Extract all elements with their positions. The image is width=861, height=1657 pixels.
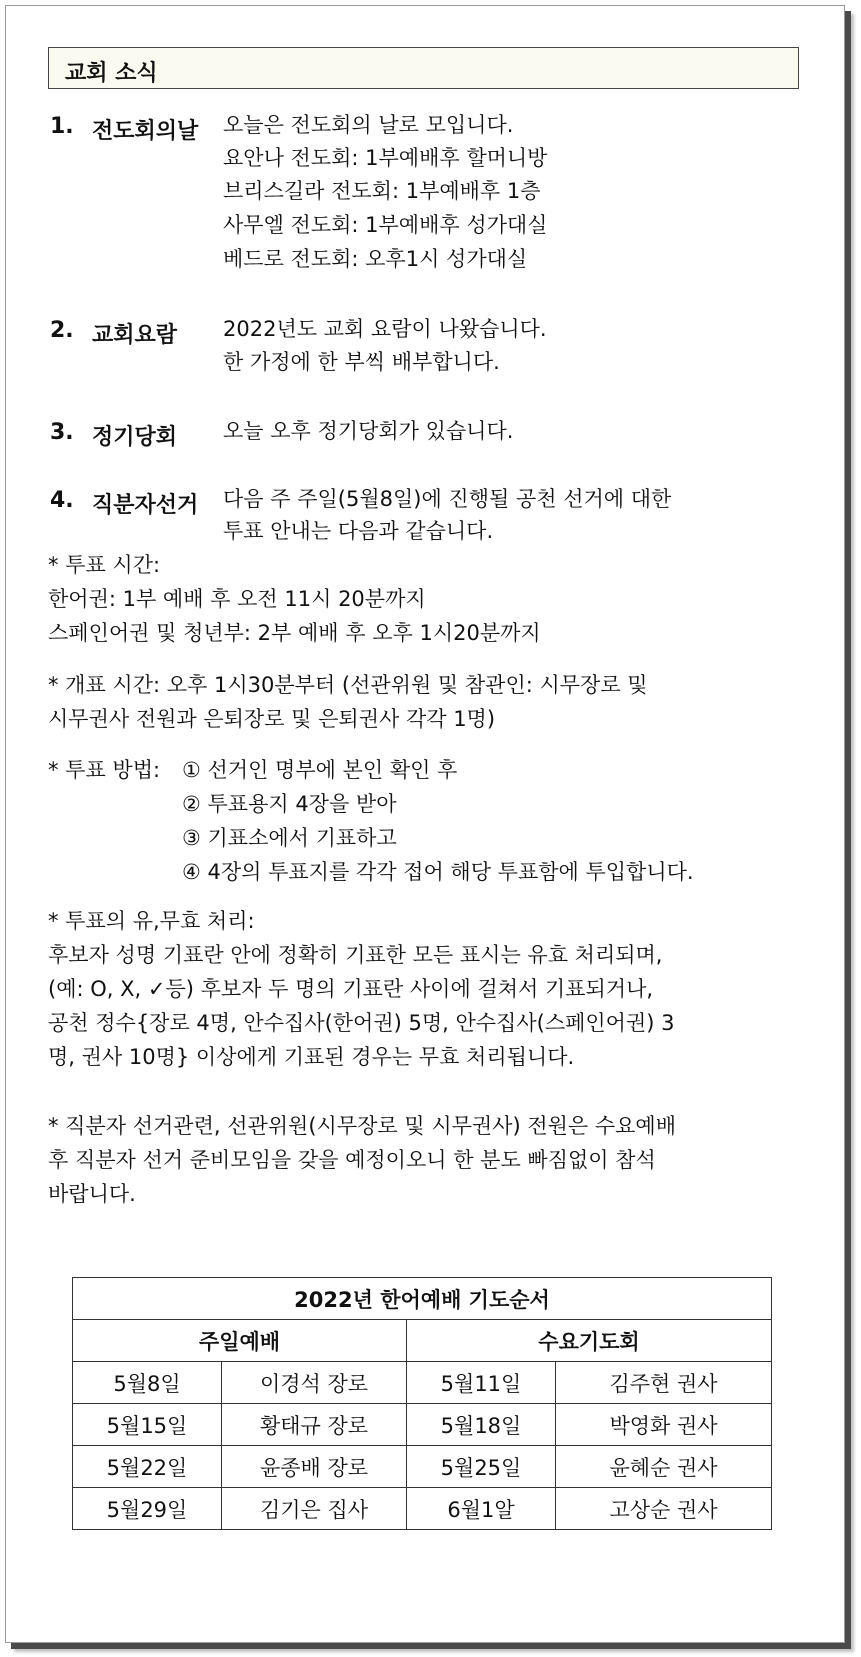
voting-method-step: ③ 기표소에서 기표하고 xyxy=(182,826,397,850)
validity-line: (예: O, X, ✓등) 후보자 두 명의 기표란 사이에 걸쳐서 기표되거나, xyxy=(48,977,654,1001)
table-row xyxy=(73,1404,772,1446)
wednesday-date: 5월11일 xyxy=(407,1362,556,1404)
wednesday-leader: 박영화 권사 xyxy=(556,1404,772,1446)
voting-method-step: ④ 4장의 투표지를 각각 접어 해당 투표함에 투입합니다. xyxy=(182,860,694,884)
validity-line: 명, 권사 10명} 이상에게 기표된 경우는 무효 처리됩니다. xyxy=(48,1045,575,1069)
wednesday-date: 5월18일 xyxy=(407,1404,556,1446)
sunday-leader: 황태규 장로 xyxy=(222,1404,407,1446)
wednesday-date: 6월1알 xyxy=(407,1488,556,1530)
item-label: 교회요람 xyxy=(92,323,178,348)
item-line: 오늘 오후 정기당회가 있습니다. xyxy=(223,419,514,443)
item-line: 2022년도 교회 요람이 나왔습니다. xyxy=(223,317,547,341)
item-number: 2. xyxy=(50,318,74,343)
table-row xyxy=(73,1362,772,1404)
wednesday-leader: 윤혜순 권사 xyxy=(556,1446,772,1488)
item-line: 투표 안내는 다음과 같습니다. xyxy=(223,519,494,543)
prayer-table-title: 2022년 한어예배 기도순서 xyxy=(73,1278,772,1320)
notice-line: * 직분자 선거관련, 선관위원(시무장로 및 시무권사) 전원은 수요예배 xyxy=(48,1114,677,1138)
voting-time-line: 한어권: 1부 예배 후 오전 11시 20분까지 xyxy=(48,587,426,611)
sunday-date: 5월15일 xyxy=(73,1404,222,1446)
table-row xyxy=(73,1446,772,1488)
voting-time-line: 스페인어권 및 청년부: 2부 예배 후 오후 1시20분까지 xyxy=(48,621,541,645)
wednesday-date: 5월25일 xyxy=(407,1446,556,1488)
sunday-leader: 윤종배 장로 xyxy=(222,1446,407,1488)
prayer-order-table xyxy=(72,1277,772,1530)
voting-time-title: * 투표 시간: xyxy=(48,553,161,577)
item-line: 사무엘 전도회: 1부예배후 성가대실 xyxy=(223,213,548,237)
prayer-table-col-wednesday: 수요기도회 xyxy=(407,1320,772,1362)
table-row xyxy=(73,1488,772,1530)
voting-method-step: ② 투표용지 4장을 받아 xyxy=(182,792,397,816)
validity-line: 후보자 성명 기표란 안에 정확히 기표한 모든 표시는 유효 처리되며, xyxy=(48,943,663,967)
notice-line: 후 직분자 선거 준비모임을 갖을 예정이오니 한 분도 빠짐없이 참석 xyxy=(48,1148,656,1172)
voting-method-step: ① 선거인 명부에 본인 확인 후 xyxy=(182,758,458,782)
section-title: 교회 소식 xyxy=(65,61,158,86)
item-label: 정기당회 xyxy=(92,425,178,450)
item-line: 브리스길라 전도회: 1부예배후 1층 xyxy=(223,179,541,203)
notice-line: 바랍니다. xyxy=(48,1182,136,1206)
wednesday-leader: 김주현 권사 xyxy=(556,1362,772,1404)
counting-time-line: * 개표 시간: 오후 1시30분부터 (선관위원 및 참관인: 시무장로 및 xyxy=(48,673,648,697)
validity-line: 공천 정수{장로 4명, 안수집사(한어권) 5명, 안수집사(스페인어권) 3 xyxy=(48,1011,675,1035)
sunday-date: 5월22일 xyxy=(73,1446,222,1488)
item-line: 요안나 전도회: 1부예배후 할머니방 xyxy=(223,146,548,170)
validity-title: * 투표의 유,무효 처리: xyxy=(48,909,255,933)
item-number: 3. xyxy=(50,420,74,445)
wednesday-leader: 고상순 권사 xyxy=(556,1488,772,1530)
item-line: 오늘은 전도회의 날로 모입니다. xyxy=(223,113,514,137)
item-line: 한 가정에 한 부씩 배부합니다. xyxy=(223,350,500,374)
item-label: 직분자선거 xyxy=(92,493,199,518)
sunday-date: 5월8일 xyxy=(73,1362,222,1404)
item-number: 1. xyxy=(50,114,74,139)
prayer-table-col-sunday: 주일예배 xyxy=(73,1320,407,1362)
sunday-date: 5월29일 xyxy=(73,1488,222,1530)
counting-time-line: 시무권사 전원과 은퇴장로 및 은퇴권사 각각 1명) xyxy=(48,707,496,731)
item-number: 4. xyxy=(50,488,74,513)
item-label: 전도회의날 xyxy=(92,119,199,144)
section-header xyxy=(48,47,799,89)
sunday-leader: 이경석 장로 xyxy=(222,1362,407,1404)
item-line: 베드로 전도회: 오후1시 성가대실 xyxy=(223,247,528,271)
bulletin-page xyxy=(5,5,845,1643)
voting-method-prefix: * 투표 방법: xyxy=(48,758,161,782)
item-line: 다음 주 주일(5월8일)에 진행될 공천 선거에 대한 xyxy=(223,487,672,511)
sunday-leader: 김기은 집사 xyxy=(222,1488,407,1530)
